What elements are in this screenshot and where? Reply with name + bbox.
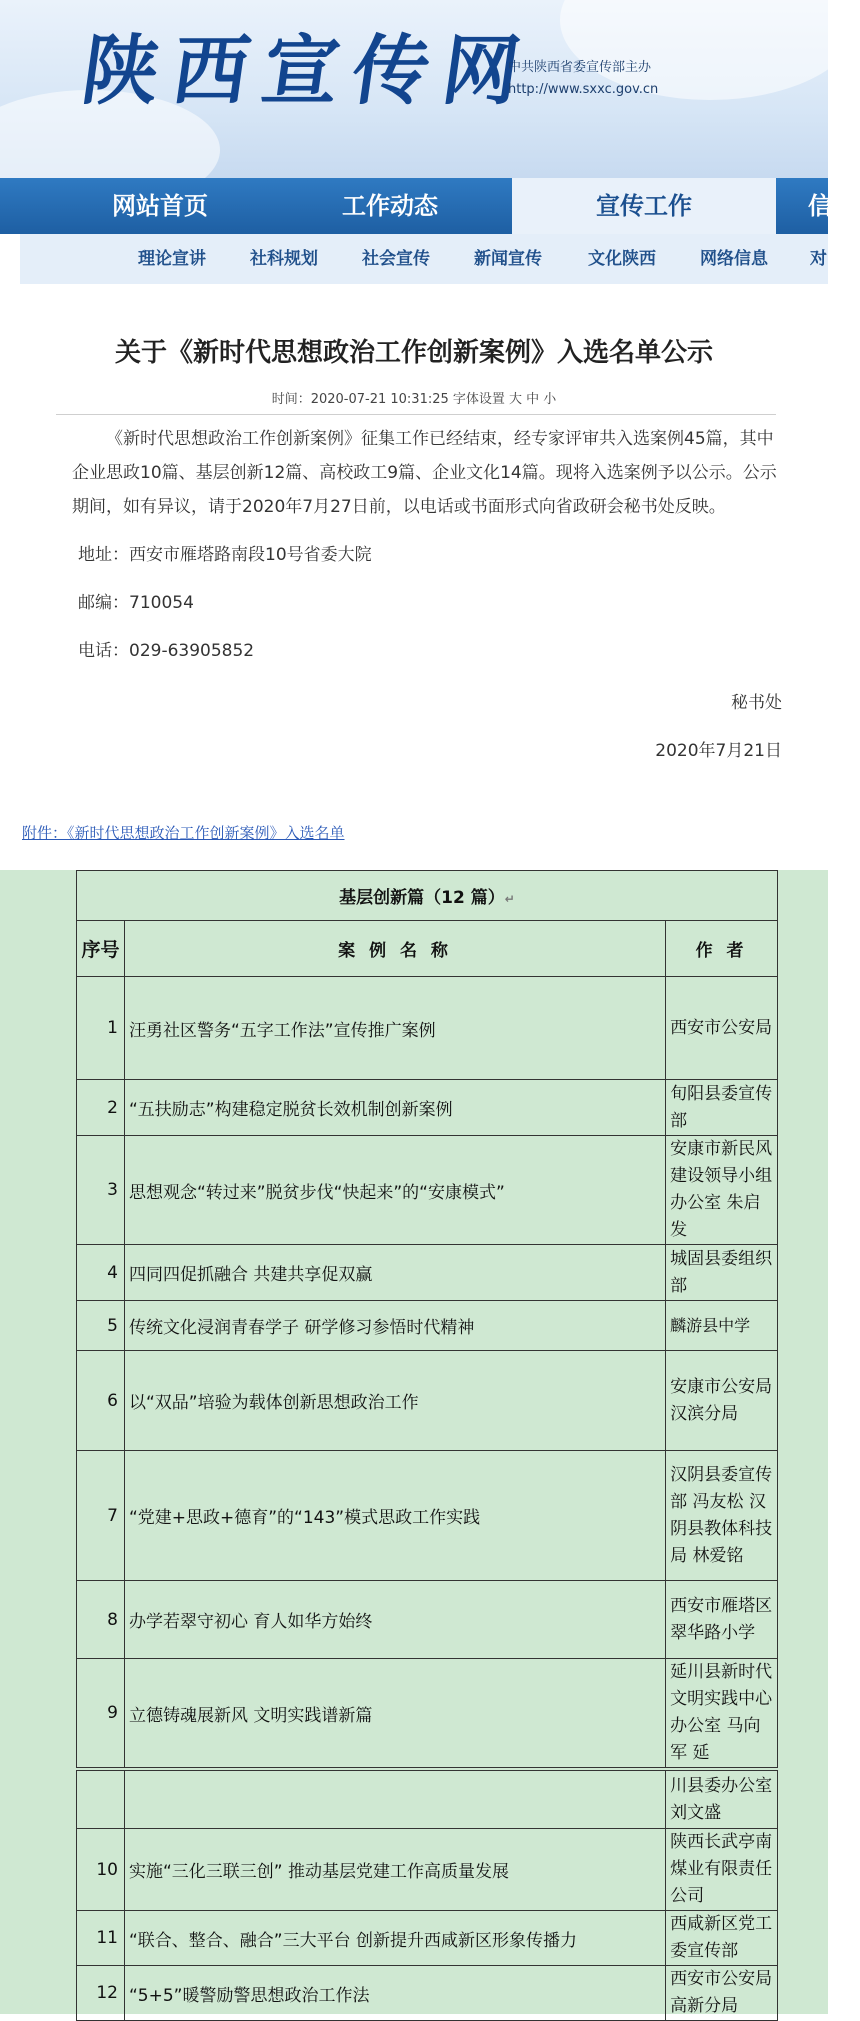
row-num: 3 [77,1136,125,1245]
header-num: 序号 [77,921,125,977]
row-case-name: 传统文化浸润青春学子 研学修习参悟时代精神 [124,1301,665,1351]
row-num: 2 [77,1080,125,1136]
attachment-link[interactable]: 附件：《新时代思想政治工作创新案例》入选名单 [22,824,345,842]
row-author: 西安市公安局高新分局 [666,1966,778,2021]
main-nav [0,178,832,234]
row-num: 6 [77,1351,125,1451]
row-author: 安康市公安局汉滨分局 [666,1351,778,1451]
subnav-item-cut[interactable]: 对 [810,249,827,269]
table-row [77,1301,778,1351]
divider [56,414,776,415]
row-author: 西安市雁塔区翠华路小学 [666,1581,778,1659]
row-num: 10 [77,1829,125,1911]
table-header-row [77,921,778,977]
table-row [77,1451,778,1581]
date-text: 2020年7月21日 [655,741,782,761]
row-case-name: 四同四促抓融合 共建共享促双赢 [124,1245,665,1301]
paragraph-mark: ↵ [504,892,515,906]
row-case-name: “党建+思政+德育”的“143”模式思政工作实践 [124,1451,665,1581]
row-case-name: 立德铸魂展新风 文明实践谱新篇 [124,1659,665,1768]
section-title-text: 基层创新篇（12 篇） [339,888,505,908]
row-author: 川县委办公室 刘文盛 [666,1771,778,1829]
nav-item-work-news[interactable]: 工作动态 [342,192,438,220]
sub-nav [20,234,828,284]
article-body: 《新时代思想政治工作创新案例》征集工作已经结束，经专家评审共入选案例45篇，其中企业思政10篇、基层创新12篇、高校政工9篇、企业文化14篇。现将入选案例予以公示。公示期间，如有异议，请于2020年7月27日前，以电话或书面形式向省政研会秘书处反映。 [72,429,777,517]
subnav-item-network[interactable]: 网络信息 [700,249,768,269]
table-row [77,1136,778,1245]
table-row [77,1080,778,1136]
table-row [77,1911,778,1966]
row-author: 麟游县中学 [666,1301,778,1351]
row-author: 西咸新区党工委宣传部 [666,1911,778,1966]
article-title: 关于《新时代思想政治工作创新案例》入选名单公示 [114,338,713,368]
phone-text: 电话：029-63905852 [78,641,255,661]
table-row [77,1245,778,1301]
row-case-name [124,1771,665,1829]
address-text: 地址：西安市雁塔路南段10号省委大院 [78,545,372,565]
row-author: 汉阴县委宣传部 冯友松 汉阴县教体科技局 林爱铭 [666,1451,778,1581]
table-row [77,871,778,921]
row-author: 旬阳县委宣传部 [666,1080,778,1136]
subnav-item-social-science[interactable]: 社科规划 [250,249,318,269]
row-num: 12 [77,1966,125,2021]
subnav-item-theory[interactable]: 理论宣讲 [138,249,206,269]
header-author: 作 者 [666,921,778,977]
table-row [77,977,778,1080]
row-author: 城固县委组织部 [666,1245,778,1301]
table-row [77,1581,778,1659]
row-author: 陕西长武亭南煤业有限责任公司 [666,1829,778,1911]
case-table-part1 [76,870,778,1768]
site-url: http://www.sxxc.gov.cn [508,82,659,97]
site-header [0,0,828,178]
signer-text: 秘书处 [731,693,782,713]
row-num: 5 [77,1301,125,1351]
row-case-name: “联合、整合、融合”三大平台 创新提升西咸新区形象传播力 [124,1911,665,1966]
row-author: 安康市新民风建设领导小组办公室 朱启发 [666,1136,778,1245]
row-case-name: “5+5”暖警励警思想政治工作法 [124,1966,665,2021]
row-case-name: 思想观念“转过来”脱贫步伐“快起来”的“安康模式” [124,1136,665,1245]
table-row [77,1829,778,1911]
row-case-name: 实施“三化三联三创” 推动基层党建工作高质量发展 [124,1829,665,1911]
case-table-part2 [76,1770,778,2021]
header-name: 案 例 名 称 [124,921,665,977]
row-num: 1 [77,977,125,1080]
row-num: 8 [77,1581,125,1659]
row-author: 延川县新时代文明实践中心办公室 马向军 延 [666,1659,778,1768]
subnav-item-social-publicity[interactable]: 社会宣传 [362,249,430,269]
section-title [77,871,778,921]
table-row [77,1659,778,1768]
row-num: 7 [77,1451,125,1581]
row-num [77,1771,125,1829]
row-num: 4 [77,1245,125,1301]
subnav-item-news[interactable]: 新闻宣传 [474,249,542,269]
nav-item-home[interactable]: 网站首页 [112,192,208,220]
table-screenshot [0,870,828,2014]
row-num: 9 [77,1659,125,1768]
postcode-text: 邮编：710054 [78,593,194,613]
row-case-name: 以“双品”培验为载体创新思想政治工作 [124,1351,665,1451]
row-case-name: 办学若翠守初心 育人如华方始终 [124,1581,665,1659]
row-case-name: 汪勇社区警务“五字工作法”宣传推广案例 [124,977,665,1080]
article-meta: 时间：2020-07-21 10:31:25 字体设置 大 中 小 [271,392,557,407]
table-row [77,1966,778,2021]
nav-item-cut[interactable]: 信 [808,192,832,220]
table-row [77,1771,778,1829]
subnav-item-culture[interactable]: 文化陕西 [588,249,656,269]
sponsor-text: 中共陕西省委宣传部主办 [508,60,652,75]
article [20,296,808,866]
row-num: 11 [77,1911,125,1966]
nav-item-publicity-work[interactable]: 宣传工作 [512,178,776,234]
row-author: 西安市公安局 [666,977,778,1080]
site-logo[interactable]: 陕西宣传网 [76,26,540,115]
table-row [77,1351,778,1451]
row-case-name: “五扶励志”构建稳定脱贫长效机制创新案例 [124,1080,665,1136]
